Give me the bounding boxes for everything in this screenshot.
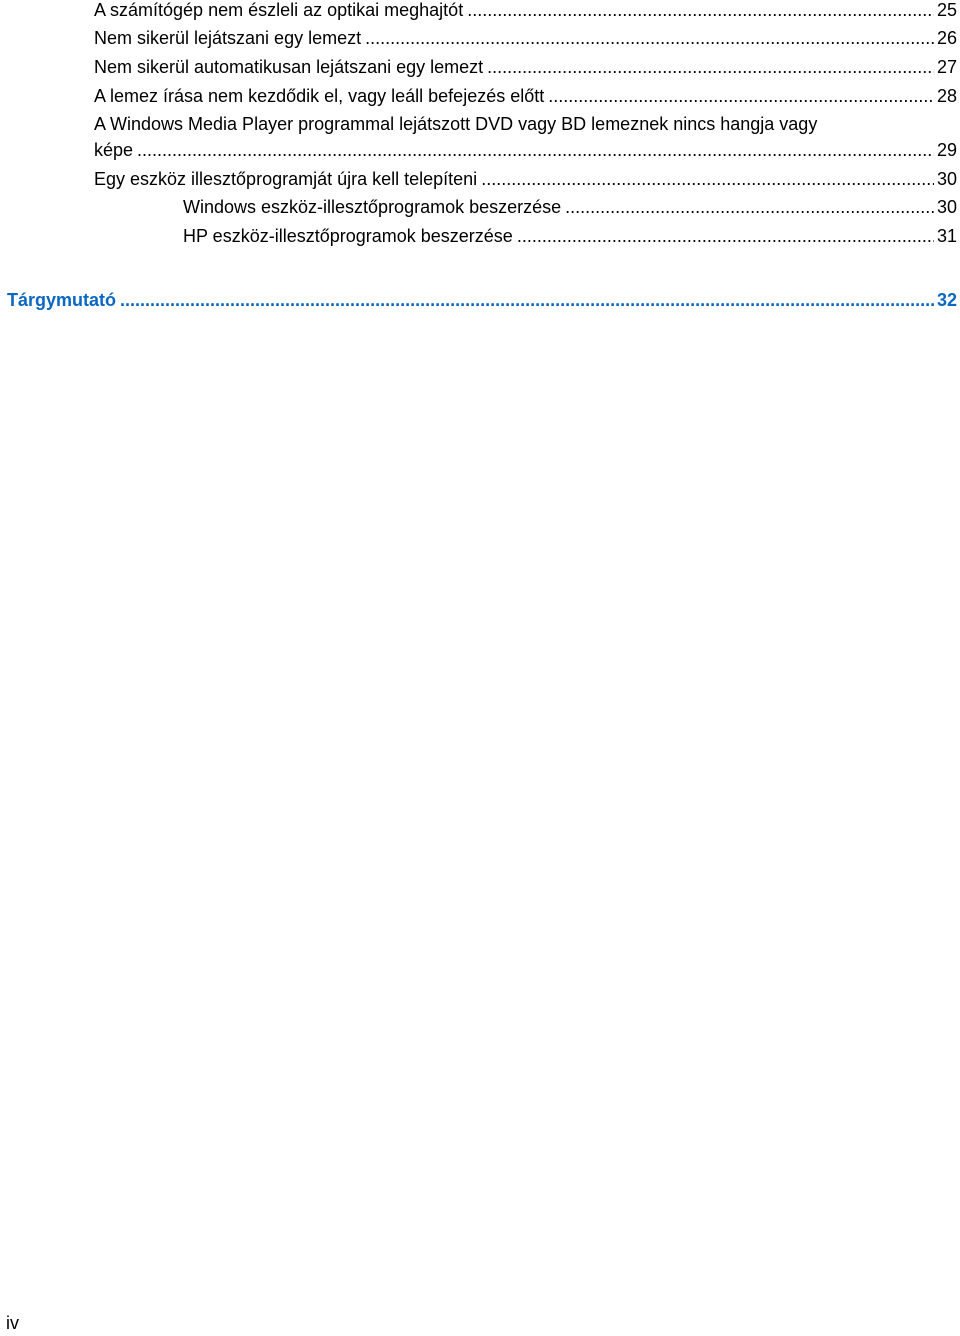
toc-entry-title-line1[interactable]: A Windows Media Player programmal lejátszott DVD vagy BD lemeznek nincs hangja vagy xyxy=(94,114,818,134)
toc-entry-page: 31 xyxy=(936,226,957,246)
toc-entry[interactable] xyxy=(94,0,957,25)
dot-leader xyxy=(365,24,934,53)
toc-entry[interactable] xyxy=(94,53,957,82)
toc-chapter-link[interactable] xyxy=(7,286,957,315)
dot-leader xyxy=(481,165,934,194)
toc-entry[interactable] xyxy=(94,136,957,165)
toc-entry-title: A számítógép nem észleli az optikai meghajtót xyxy=(94,0,464,20)
toc-subentry[interactable] xyxy=(183,222,957,251)
toc-chapter-page: 32 xyxy=(936,290,957,310)
toc-entry-page: 30 xyxy=(936,197,957,217)
toc-entry[interactable] xyxy=(94,165,957,194)
toc-entry-title-line2: képe xyxy=(94,140,134,160)
dot-leader xyxy=(517,222,934,251)
toc-entry-title: Egy eszköz illesztőprogramját újra kell telepíteni xyxy=(94,169,478,189)
toc-entry-title: Windows eszköz-illesztőprogramok beszerzése xyxy=(183,197,562,217)
page-number: iv xyxy=(6,1313,19,1333)
toc-entry-page: 29 xyxy=(936,140,957,160)
toc-chapter-title: Tárgymutató xyxy=(7,290,117,310)
dot-leader xyxy=(467,0,934,25)
toc-entry-title: Nem sikerül lejátszani egy lemezt xyxy=(94,28,362,48)
toc-entry-page: 25 xyxy=(936,0,957,20)
dot-leader xyxy=(565,193,934,222)
dot-leader xyxy=(120,286,934,315)
toc-entry-page: 28 xyxy=(936,86,957,106)
toc-entry-page: 30 xyxy=(936,169,957,189)
toc-entry-page: 27 xyxy=(936,57,957,77)
toc-entry-title: Nem sikerül automatikusan lejátszani egy lemezt xyxy=(94,57,484,77)
dot-leader xyxy=(487,53,934,82)
toc-entry-title: A lemez írása nem kezdődik el, vagy leáll befejezés előtt xyxy=(94,86,545,106)
toc-subentry[interactable] xyxy=(183,193,957,222)
toc-entry[interactable] xyxy=(94,24,957,53)
dot-leader xyxy=(548,82,934,111)
toc-entry-title: HP eszköz-illesztőprogramok beszerzése xyxy=(183,226,513,246)
dot-leader xyxy=(137,136,934,165)
toc-entry-page: 26 xyxy=(936,28,957,48)
toc-entry[interactable] xyxy=(94,82,957,111)
